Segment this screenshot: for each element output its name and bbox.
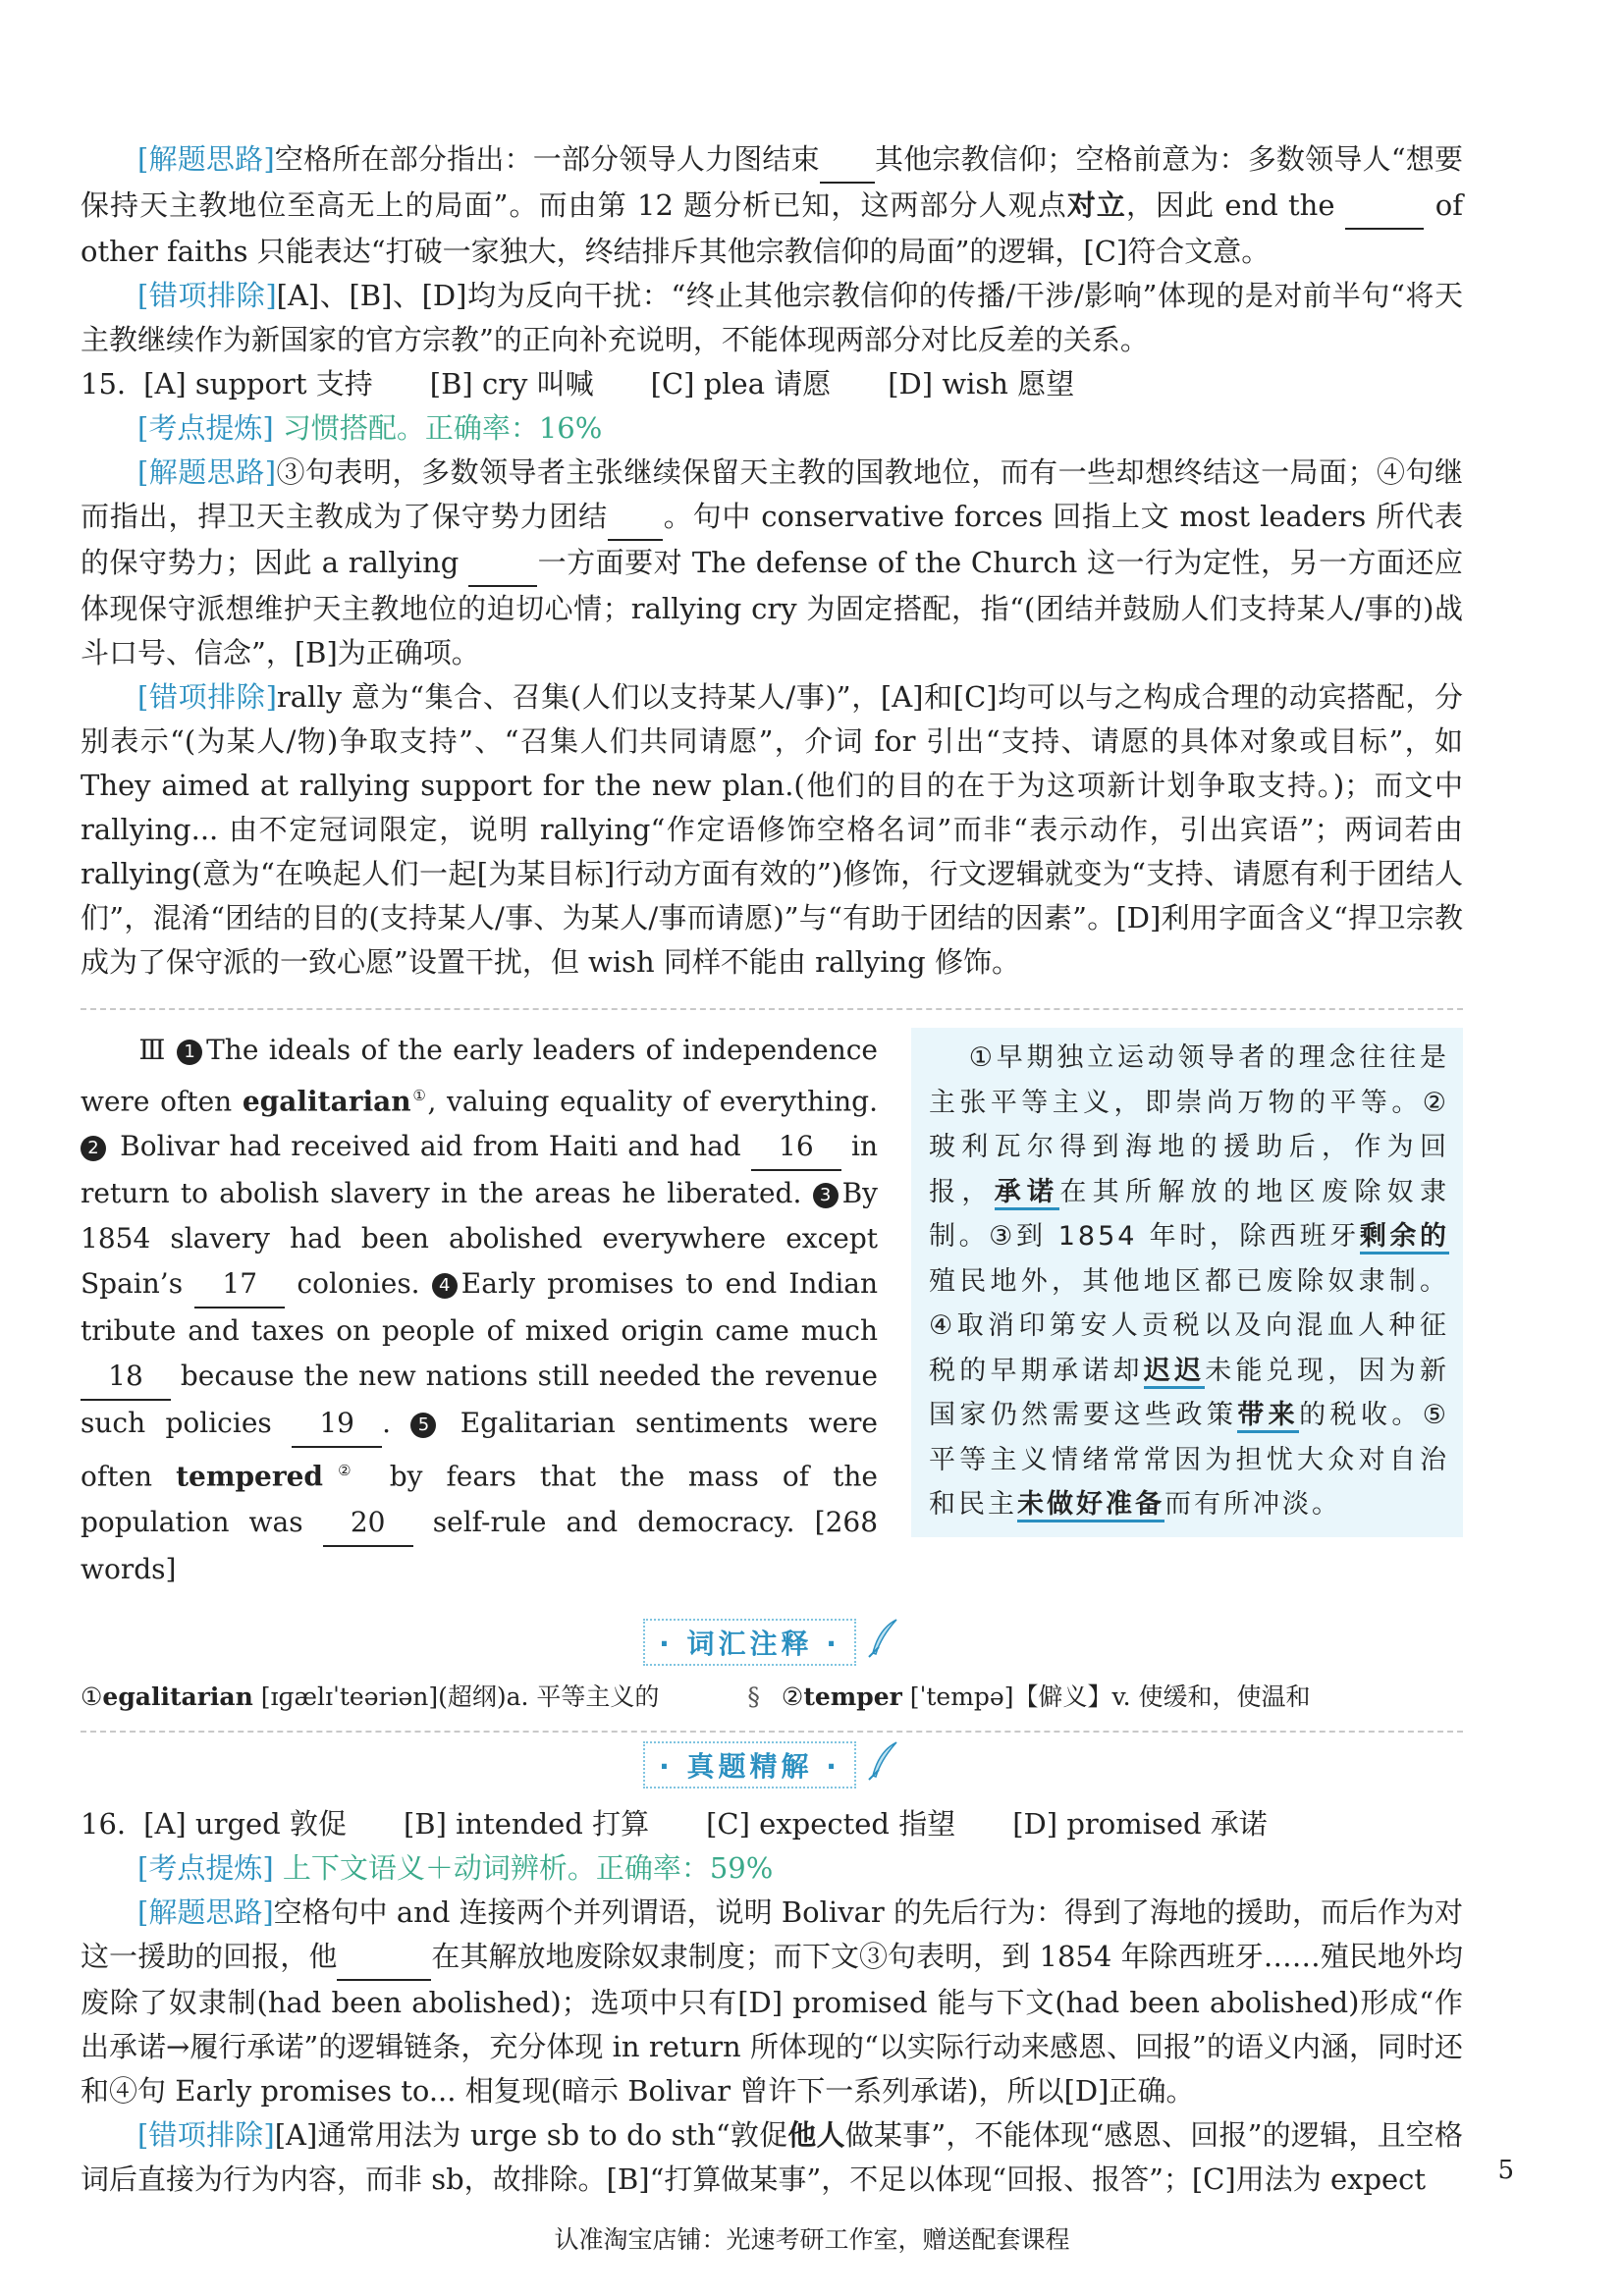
sentence-marker: 1	[177, 1040, 202, 1065]
option-c: [C] plea 请愿	[650, 367, 832, 400]
blank-17: 17	[194, 1261, 285, 1308]
divider	[81, 1008, 1463, 1010]
footer-note: 认准淘宝店铺：光速考研工作室，赠送配套课程	[554, 2225, 1070, 2254]
blank-16: 16	[751, 1124, 841, 1171]
question-number: 16.	[81, 1806, 127, 1841]
q15-options	[81, 362, 1463, 406]
q16-wrong-options: [错项排除][A]通常用法为 urge sb to do sth“敦促他人做某事”，不能体现“感恩、回报”的逻辑，且空格词后直接为行为内容，而非 sb，故排除。[B]“打算做某事”，不足以体现“回报、报答”；[C]用法为 expect	[81, 2117, 1463, 2196]
separator: §	[747, 1682, 760, 1711]
option-d: [D] wish 愿望	[888, 367, 1075, 400]
option-a: [A] support 支持	[143, 367, 373, 400]
wrong-tag: [错项排除]	[137, 279, 277, 312]
blank-19: 19	[292, 1401, 382, 1448]
divider	[81, 1731, 1463, 1733]
blank-line	[468, 541, 537, 587]
option-a: [A] urged 敦促	[143, 1806, 347, 1841]
roman-numeral: Ⅲ	[137, 1034, 167, 1066]
blank-18: 18	[81, 1354, 171, 1401]
sentence-marker: 2	[81, 1136, 106, 1161]
blank-20: 20	[323, 1500, 413, 1547]
blank-line	[820, 137, 875, 184]
page-number: 5	[1497, 2156, 1514, 2185]
explain-title: · 真题精解 ·	[81, 1740, 1463, 1789]
question-number: 15.	[81, 367, 127, 400]
passage-section	[81, 1028, 1463, 1592]
feather-pen-icon	[867, 1740, 900, 1782]
q16-options	[81, 1802, 1463, 1846]
sentence-marker: 4	[432, 1273, 458, 1299]
q16-point: [考点提炼] 上下文语义＋动词辨析。正确率：59%	[137, 1850, 774, 1885]
vocab-title: · 词汇注释 ·	[81, 1618, 1463, 1666]
option-c: [C] expected 指望	[706, 1806, 956, 1841]
q16-reasoning: [解题思路]空格句中 and 连接两个并列谓语，说明 Bolivar 的先后行为：得到了海地的援助，而后作为对这一援助的回报，他 在其解放地废除奴隶制度；而下文③句表明，到 1854 年除西班牙……殖民地外均废除了奴隶制(had been abolished)；选项中只有[D] promised 能与下文(had been abolished)形成“作出承诺→履行承诺”的逻辑链条，充分体现 in return 所体现的“以实际行动来感恩、回报”的语义内涵，同时还和④句 Early promises to... 相复现(暗示 Bolivar 曾许下一系列承诺)，所以[D]正确。	[81, 1895, 1463, 2108]
word-count: [268 words]	[81, 1505, 879, 1585]
blank-line	[1345, 184, 1424, 230]
blank-line	[608, 495, 663, 541]
q14-wrong-options: [错项排除][A]、[B]、[D]均为反向干扰：“终止其他宗教信仰的传播/干涉/影响”体现的是对前半句“将天主教继续作为新国家的官方宗教”的正向补充说明，不能体现两部分对比反差的关系。	[81, 279, 1463, 356]
option-b: [B] intended 打算	[403, 1806, 650, 1841]
option-d: [D] promised 承诺	[1012, 1806, 1268, 1841]
reasoning-tag: [解题思路]	[137, 142, 275, 176]
q14-reasoning: [解题思路]空格所在部分指出：一部分领导人力图结束 其他宗教信仰；空格前意为：多数领导人“想要保持天主教地位至高无上的局面”。而由第 12 题分析已知，这两部分人观点对立，因此 end the of other faiths 只能表达“打破一家独大，终结排斥其他宗教信仰的局面”的逻辑，[C]符合文意。	[81, 137, 1463, 274]
q15-wrong-options: [错项排除]rally 意为“集合、召集(人们以支持某人/事)”，[A]和[C]均可以与之构成合理的动宾搭配，分别表示“(为某人/物)争取支持”、“召集人们共同请愿”，介词 for 引出“支持、请愿的具体对象或目标”，如 They aimed at rallying support for the new plan.(他们的目的在于为这项新计划争取支持。)；而文中 rallying... 由不定冠词限定，说明 rallying“作定语修饰空格名词”而非“表示动作，引出宾语”；两词若由 rallying(意为“在唤起人们一起[为某目标]行动方面有效的”)修饰，行文逻辑就变为“支持、请愿有利于团结人们”，混淆“团结的目的(支持某人/事、为某人/事而请愿)”与“有助于团结的因素”。[D]利用字面含义“捍卫宗教成为了保守派的一致心愿”设置干扰，但 wish 同样不能由 rallying 修饰。	[81, 680, 1463, 979]
sentence-marker: 3	[813, 1183, 839, 1208]
feather-pen-icon	[867, 1618, 900, 1659]
q15-point: [考点提炼] 习惯搭配。正确率：16%	[137, 411, 603, 445]
passage-text: Ⅲ 1 The ideals of the early leaders of independence were often egalitarian①, valuing equality of everything. 2 Bolivar had received aid from Haiti and had 16 in return to abolish slavery in the areas he liberated. 3 By 1854 slavery had been abolished everywhere except Spain’s 17 colonies. 4 Early promises to end Indian tribute and taxes on people of mixed origin came much 18 because the new nations still needed the revenue such policies 19 . 5 Egalitarian sentiments were often tempered② by fears that the mass of the population was 20 self-rule and democracy. [268 words]	[81, 1034, 879, 1585]
vocab-notes: ① egalitarian [ɪɡælɪˈteəriən](超纲)a. 平等主义的 § ② temper [ˈtempə]【僻义】v. 使缓和，使温和	[81, 1680, 1463, 1715]
sentence-marker: 5	[410, 1413, 436, 1438]
option-b: [B] cry 叫喊	[429, 367, 594, 400]
blank-line	[337, 1935, 431, 1981]
translation-box: ①早期独立运动领导者的理念往往是主张平等主义，即崇尚万物的平等。②玻利瓦尔得到海地的援助后，作为回报，承诺在其所解放的地区废除奴隶制。③到 1854 年时，除西班牙剩余的殖民地外，其他地区都已废除奴隶制。④取消印第安人贡税以及向混血人种征税的早期承诺却迟迟未能兑现，因为新国家仍然需要这些政策带来的税收。⑤平等主义情绪常常因为担忧大众对自治和民主未做好准备而有所冲淡。	[911, 1028, 1463, 1537]
q15-reasoning: [解题思路]③句表明，多数领导者主张继续保留天主教的国教地位，而有一些却想终结这一局面；④句继而指出，捍卫天主教成为了保守势力团结 。句中 conservative forces 回指上文 most leaders 所代表的保守势力；因此 a rallying 一方面要对 The defense of the Church 这一行为定性，另一方面还应体现保守派想维护天主教地位的迫切心情；rallying cry 为固定搭配，指“(团结并鼓励人们支持某人/事的)战斗口号、信念”，[B]为正确项。	[81, 455, 1464, 669]
page-content	[81, 137, 1463, 2202]
